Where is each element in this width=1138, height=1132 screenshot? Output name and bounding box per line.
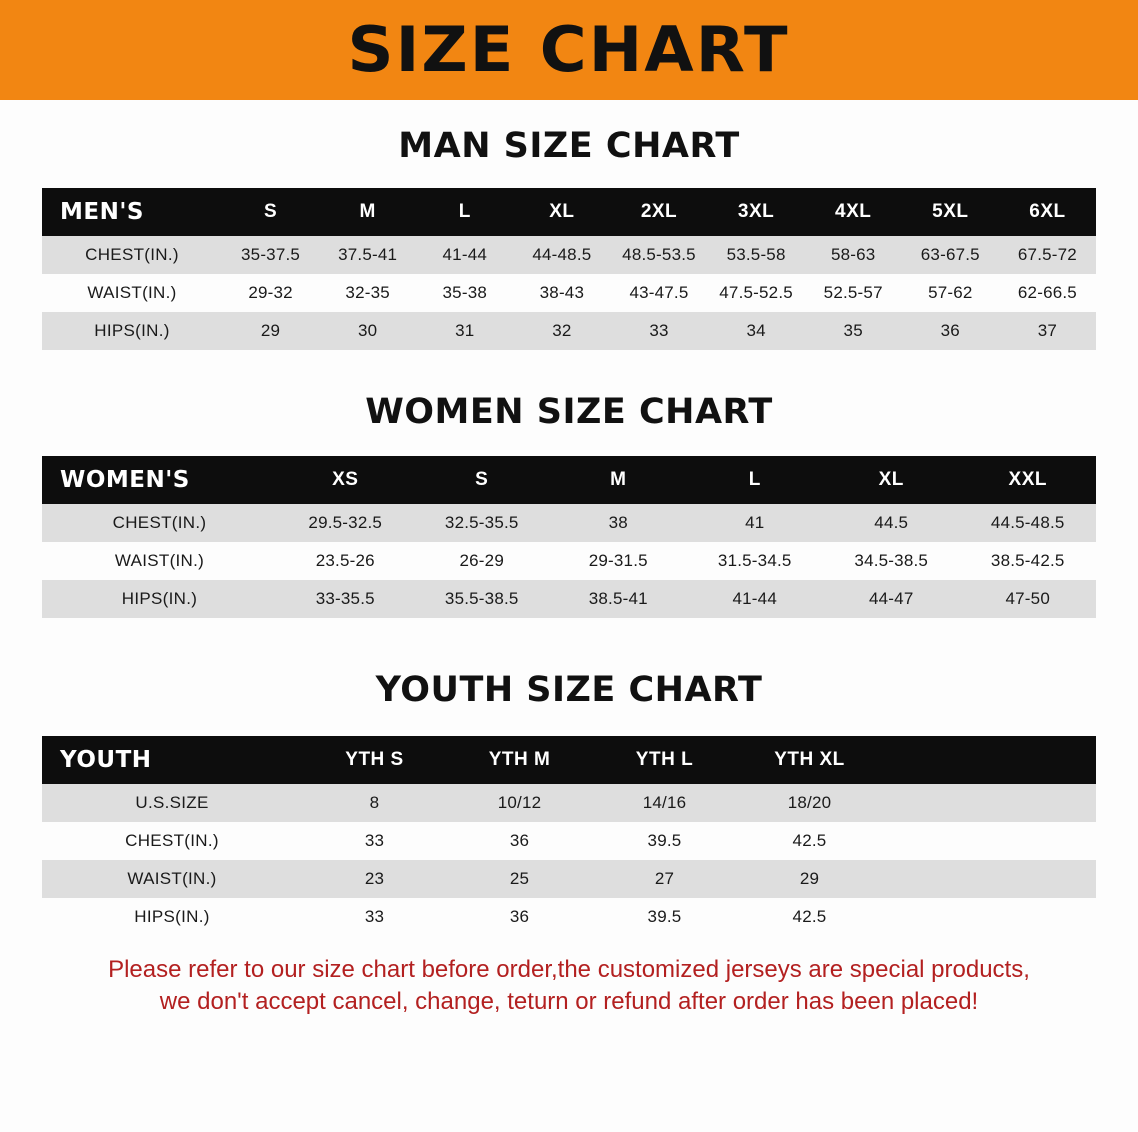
- table-row: [42, 580, 1096, 618]
- youth-cell-0-0: 8: [369, 793, 380, 812]
- man-col-4: 2XL: [640, 201, 678, 222]
- women-col-0: XS: [332, 469, 359, 490]
- man-cell-0-7: 63-67.5: [920, 245, 980, 264]
- man-table-header: [42, 188, 1096, 236]
- women-cell-0-3: 41: [745, 513, 765, 532]
- women-row-2-label: HIPS(IN.): [121, 589, 198, 608]
- youth-cell-0-spacer: [882, 784, 1096, 822]
- table-row: [42, 822, 1096, 860]
- women-row-0-label: CHEST(IN.): [112, 513, 207, 532]
- youth-cell-3-0: 33: [364, 907, 385, 926]
- youth-row-3-label: HIPS(IN.): [134, 907, 210, 926]
- man-table-body: [42, 236, 1096, 350]
- man-cell-2-0: 29: [260, 321, 281, 340]
- man-row-1-label: WAIST(IN.): [87, 283, 177, 302]
- man-cell-0-6: 58-63: [830, 245, 876, 264]
- women-col-3: L: [748, 469, 761, 490]
- man-cell-1-0: 29-32: [248, 283, 293, 302]
- youth-table-wrap: [42, 736, 1096, 936]
- man-cell-2-6: 35: [843, 321, 863, 340]
- youth-cell-1-2: 39.5: [647, 831, 682, 850]
- table-row: [42, 860, 1096, 898]
- youth-col-3: YTH XL: [774, 749, 845, 770]
- youth-cell-3-1: 36: [509, 907, 530, 926]
- women-cell-1-3: 31.5-34.5: [717, 551, 792, 570]
- women-col-5: XXL: [1008, 469, 1047, 490]
- women-cell-2-3: 41-44: [732, 589, 777, 608]
- disclaimer-note: [34, 954, 1104, 1019]
- women-cell-1-5: 38.5-42.5: [990, 551, 1065, 570]
- man-size-table: [42, 188, 1096, 350]
- women-size-table: [42, 456, 1096, 618]
- youth-cell-2-0: 23: [364, 869, 385, 888]
- man-cell-2-1: 30: [358, 321, 378, 340]
- youth-cell-0-3: 18/20: [787, 793, 832, 812]
- youth-row-0-label: U.S.SIZE: [135, 793, 209, 812]
- women-cell-1-1: 26-29: [459, 551, 504, 570]
- table-row: [42, 784, 1096, 822]
- man-cell-0-0: 35-37.5: [241, 245, 301, 264]
- man-row-2-label: HIPS(IN.): [94, 321, 170, 340]
- youth-row-1-label: CHEST(IN.): [125, 831, 219, 850]
- women-cell-2-0: 33-35.5: [315, 589, 375, 608]
- man-cell-1-7: 57-62: [928, 283, 973, 302]
- youth-cell-2-1: 25: [509, 869, 530, 888]
- youth-cell-1-0: 33: [364, 831, 385, 850]
- man-row-0-label: CHEST(IN.): [85, 245, 179, 264]
- women-cell-1-0: 23.5-26: [315, 551, 375, 570]
- man-cell-0-4: 48.5-53.5: [622, 245, 696, 264]
- youth-col-0: YTH S: [345, 749, 404, 770]
- man-cell-2-8: 37: [1037, 321, 1058, 340]
- page-title: SIZE CHART: [347, 13, 791, 86]
- man-cell-1-2: 35-38: [442, 283, 488, 302]
- man-col-7: 5XL: [932, 201, 969, 222]
- women-corner-label: WOMEN'S: [60, 467, 190, 493]
- youth-cell-3-3: 42.5: [792, 907, 827, 926]
- man-col-6: 4XL: [835, 201, 872, 222]
- man-cell-2-7: 36: [940, 321, 960, 340]
- youth-corner-label: YOUTH: [60, 747, 152, 773]
- man-cell-2-3: 32: [552, 321, 572, 340]
- women-cell-0-2: 38: [608, 513, 628, 532]
- man-cell-2-4: 33: [649, 321, 669, 340]
- man-cell-0-3: 44-48.5: [532, 245, 592, 264]
- table-row: [42, 236, 1096, 274]
- man-table-wrap: [42, 188, 1096, 350]
- youth-section-title: YOUTH SIZE CHART: [375, 670, 763, 710]
- youth-col-spacer: [882, 736, 1096, 784]
- man-cell-1-5: 47.5-52.5: [719, 283, 793, 302]
- man-col-3: XL: [549, 201, 575, 222]
- man-col-5: 3XL: [737, 201, 775, 222]
- women-cell-2-5: 47-50: [1005, 589, 1050, 608]
- man-col-1: M: [359, 201, 376, 222]
- man-cell-1-6: 52.5-57: [823, 283, 883, 302]
- women-table-header: [42, 456, 1096, 504]
- women-table-wrap: [42, 456, 1096, 618]
- women-table-body: [42, 504, 1096, 618]
- man-cell-0-8: 67.5-72: [1017, 245, 1077, 264]
- women-cell-1-2: 29-31.5: [588, 551, 648, 570]
- disclaimer-line-2: we don't accept cancel, change, teturn or refund after order has been placed!: [159, 988, 979, 1016]
- man-cell-1-8: 62-66.5: [1017, 283, 1077, 302]
- man-section-title: MAN SIZE CHART: [398, 126, 740, 166]
- youth-cell-3-spacer: [882, 898, 1096, 936]
- youth-size-table: [42, 736, 1096, 936]
- women-cell-0-1: 32.5-35.5: [444, 513, 519, 532]
- youth-col-2: YTH L: [635, 749, 694, 770]
- youth-cell-3-2: 39.5: [647, 907, 682, 926]
- youth-row-2-label: WAIST(IN.): [127, 869, 217, 888]
- man-corner-label: MEN'S: [60, 199, 144, 225]
- table-row: [42, 274, 1096, 312]
- man-col-8: 6XL: [1029, 201, 1066, 222]
- man-cell-2-2: 31: [455, 321, 475, 340]
- man-cell-1-3: 38-43: [539, 283, 585, 302]
- youth-cell-0-2: 14/16: [642, 793, 687, 812]
- women-col-2: M: [610, 469, 627, 490]
- youth-table-body: [42, 784, 1096, 936]
- youth-cell-1-spacer: [882, 822, 1096, 860]
- youth-table-header: [42, 736, 1096, 784]
- table-row: [42, 504, 1096, 542]
- man-cell-2-5: 34: [746, 321, 766, 340]
- women-cell-0-5: 44.5-48.5: [990, 513, 1065, 532]
- man-cell-1-1: 32-35: [345, 283, 390, 302]
- youth-cell-1-3: 42.5: [792, 831, 827, 850]
- table-header-row: [42, 736, 1096, 784]
- man-col-2: L: [458, 201, 471, 222]
- table-row: [42, 542, 1096, 580]
- women-col-1: S: [475, 469, 489, 490]
- man-cell-0-5: 53.5-58: [726, 245, 786, 264]
- youth-cell-2-spacer: [882, 860, 1096, 898]
- women-cell-2-4: 44-47: [869, 589, 914, 608]
- women-row-1-label: WAIST(IN.): [114, 551, 205, 570]
- man-cell-0-1: 37.5-41: [338, 245, 398, 264]
- youth-cell-1-1: 36: [509, 831, 530, 850]
- man-cell-0-2: 41-44: [442, 245, 488, 264]
- youth-cell-0-1: 10/12: [497, 793, 542, 812]
- table-header-row: [42, 456, 1096, 504]
- women-cell-2-1: 35.5-38.5: [444, 589, 519, 608]
- women-col-4: XL: [878, 469, 904, 490]
- women-cell-0-0: 29.5-32.5: [308, 513, 383, 532]
- youth-col-1: YTH M: [488, 749, 551, 770]
- youth-cell-2-2: 27: [654, 869, 675, 888]
- women-cell-0-4: 44.5: [874, 513, 909, 532]
- women-cell-2-2: 38.5-41: [588, 589, 648, 608]
- youth-cell-2-3: 29: [799, 869, 820, 888]
- disclaimer-line-1: Please refer to our size chart before order,the customized jerseys are special products,: [108, 956, 1030, 983]
- women-cell-1-4: 34.5-38.5: [854, 551, 929, 570]
- header-banner: [0, 0, 1138, 100]
- table-row: [42, 898, 1096, 936]
- table-row: [42, 312, 1096, 350]
- man-col-0: S: [263, 201, 278, 222]
- man-cell-1-4: 43-47.5: [629, 283, 689, 302]
- women-section-title: WOMEN SIZE CHART: [365, 392, 773, 432]
- table-header-row: [42, 188, 1096, 236]
